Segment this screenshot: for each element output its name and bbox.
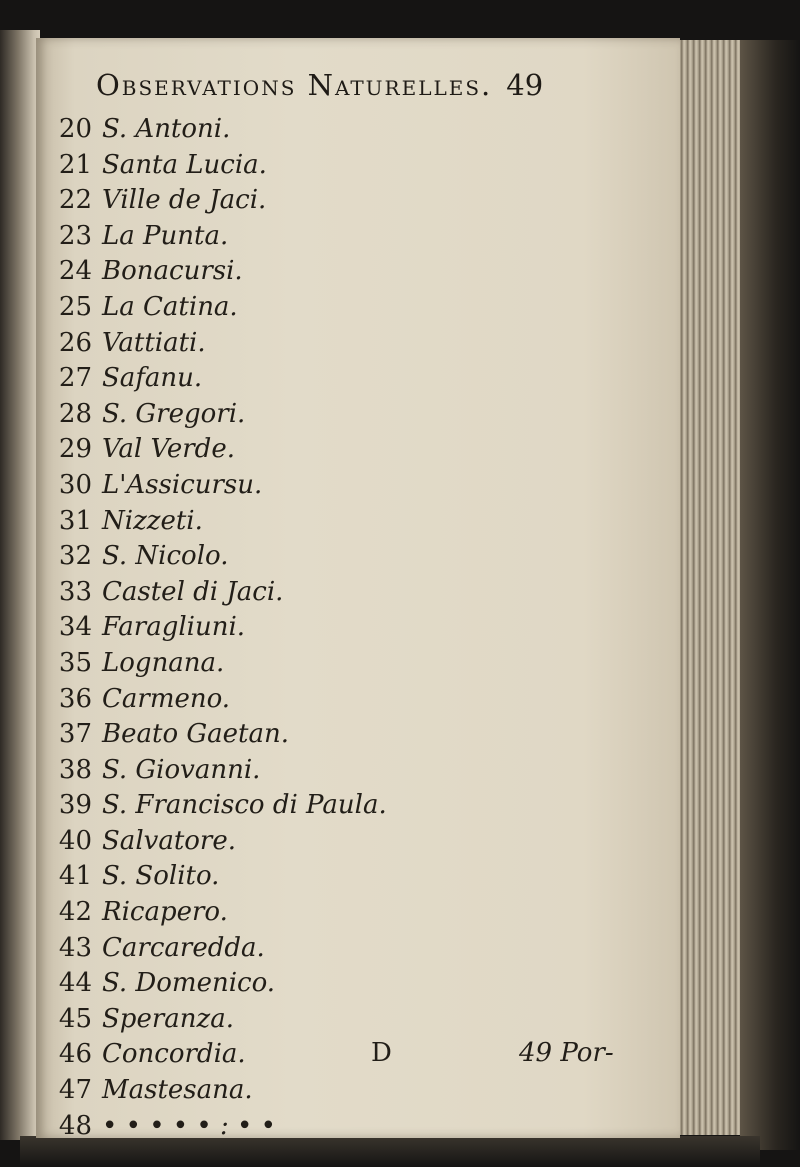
entry-number: 24 (58, 256, 92, 287)
list-item (48, 399, 668, 435)
entry-name: Mastesana. (102, 1075, 253, 1106)
entry-number: 37 (58, 719, 92, 750)
entry-name: S. Solito. (102, 861, 220, 892)
list-item (48, 434, 668, 470)
entry-number: 33 (58, 576, 92, 607)
entry-name: Concordia. (102, 1039, 246, 1070)
entry-name: Beato Gaetan. (102, 719, 289, 750)
list-item (48, 541, 668, 577)
list-item (48, 114, 668, 150)
entry-number: 20 (58, 114, 92, 144)
entry-number: 28 (58, 398, 92, 429)
entry-number: 23 (58, 220, 92, 251)
list-item (48, 1075, 668, 1111)
list-item (48, 648, 668, 684)
entry-number: 22 (58, 185, 92, 216)
list-item (48, 221, 668, 257)
entry-number: 35 (58, 647, 92, 678)
entry-name: La Punta. (102, 220, 229, 251)
entry-number: 26 (58, 327, 92, 358)
entry-number: 27 (58, 363, 92, 394)
book-page (36, 38, 680, 1141)
entry-name: Nizzeti. (102, 505, 203, 536)
list-item (48, 897, 668, 933)
entry-name: Carmeno. (102, 683, 231, 714)
entry-name: Ricapero. (102, 897, 228, 928)
entry-name: Bonacursi. (102, 256, 243, 287)
place-list (48, 114, 668, 1146)
entry-number: 36 (58, 683, 92, 714)
list-item (48, 506, 668, 542)
list-item (48, 968, 668, 1004)
entry-name: Faragliuni. (102, 612, 246, 643)
list-item (48, 790, 668, 826)
list-item (48, 719, 668, 755)
entry-name: Vattiati. (102, 327, 206, 358)
entry-name: • • • • • : • • (102, 1110, 276, 1141)
entry-number: 31 (58, 505, 92, 536)
entry-number: 41 (58, 861, 92, 892)
list-item (48, 826, 668, 862)
entry-number: 21 (58, 149, 92, 180)
entry-number: 42 (58, 897, 92, 928)
entry-name: Lognana. (102, 647, 225, 678)
entry-name: S. Antoni. (102, 114, 231, 144)
entry-name: S. Francisco di Paula. (102, 790, 387, 821)
entry-name: S. Gregori. (102, 398, 246, 429)
page-footer (36, 1038, 680, 1078)
list-item (48, 150, 668, 186)
entry-name: S. Giovanni. (102, 754, 261, 785)
entry-number: 48 (58, 1110, 92, 1141)
entry-number: 46 (58, 1039, 92, 1070)
entry-number: 32 (58, 541, 92, 572)
entry-number: 34 (58, 612, 92, 643)
list-item (48, 612, 668, 648)
page-title: Observations Naturelles. (96, 68, 493, 102)
list-item (48, 470, 668, 506)
entry-number: 25 (58, 291, 92, 322)
list-item (48, 684, 668, 720)
list-item (48, 577, 668, 613)
signature-mark: D (371, 1038, 392, 1068)
entry-name: L'Assicursu. (102, 469, 263, 500)
entry-number: 45 (58, 1003, 92, 1034)
list-item (48, 292, 668, 328)
entry-name: Castel di Jaci. (102, 576, 284, 607)
entry-name: Val Verde. (102, 434, 235, 465)
entry-name: S. Nicolo. (102, 541, 229, 572)
entry-name: La Catina. (102, 291, 238, 322)
entry-number: 38 (58, 754, 92, 785)
list-item (48, 363, 668, 399)
entry-number: 43 (58, 932, 92, 963)
adjacent-page-edge (0, 30, 40, 1140)
entry-number: 39 (58, 790, 92, 821)
list-item (48, 933, 668, 969)
entry-name: Ville de Jaci. (102, 185, 267, 216)
list-item (48, 185, 668, 221)
book-cover-edge (740, 40, 800, 1150)
entry-number: 44 (58, 968, 92, 999)
running-header (96, 68, 656, 112)
list-item (48, 1004, 668, 1040)
entry-name: Santa Lucia. (102, 149, 267, 180)
entry-number: 40 (58, 825, 92, 856)
catchword: 49 Por- (519, 1038, 614, 1068)
list-item (48, 755, 668, 791)
list-item (48, 1111, 668, 1147)
entry-name: S. Domenico. (102, 968, 276, 999)
entry-name: Salvatore. (102, 825, 236, 856)
entry-name: Safanu. (102, 363, 203, 394)
list-item (48, 256, 668, 292)
entry-number: 29 (58, 434, 92, 465)
page-number: 49 (506, 68, 544, 102)
entry-name: Carcaredda. (102, 932, 265, 963)
entry-number: 30 (58, 469, 92, 500)
list-item (48, 861, 668, 897)
entry-name: Speranza. (102, 1003, 234, 1034)
list-item (48, 328, 668, 364)
entry-number: 47 (58, 1075, 92, 1106)
